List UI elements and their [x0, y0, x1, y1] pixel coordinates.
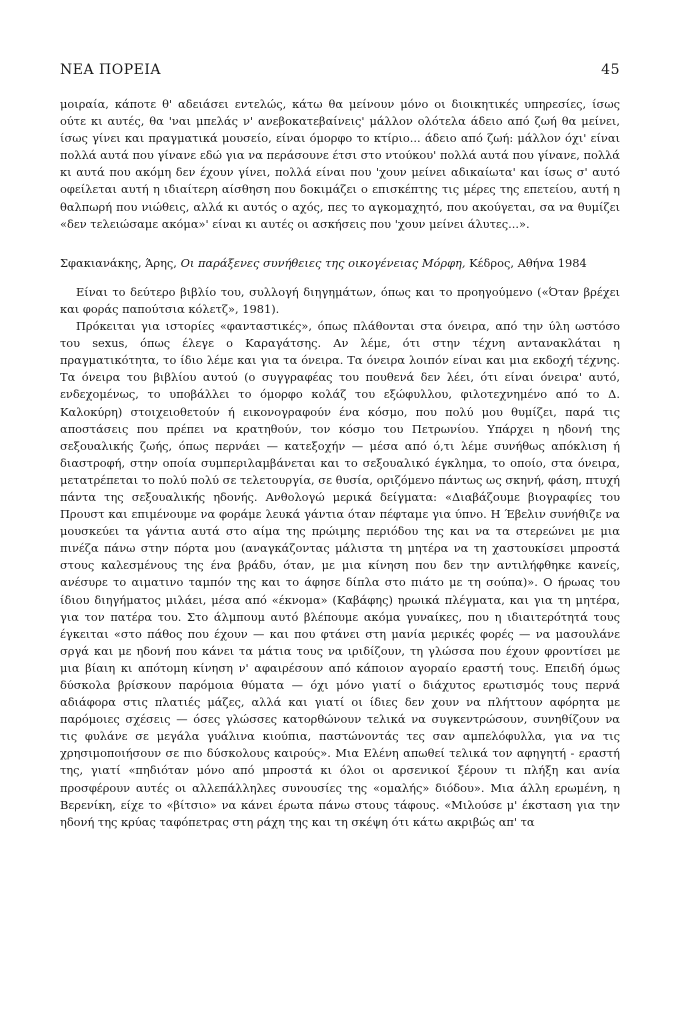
- review-place-year: Αθήνα 1984: [517, 255, 587, 270]
- article-body: [60, 96, 620, 831]
- review-author: Σφακιανάκης, Άρης,: [60, 255, 177, 270]
- review-paragraph-1: Είναι το δεύτερο βιβλίο του, συλλογή διηγημάτων, όπως και το προηγούμενο («Όταν βρέχει και φοράς παπούτσια κόλετζ», 1981).: [60, 284, 620, 316]
- running-header: [60, 62, 620, 78]
- journal-title: ΝΕΑ ΠΟΡΕΙΑ: [60, 62, 161, 78]
- review-book-title: Οι παράξενες συνήθειες της οικογένειας Μόρφη,: [180, 255, 466, 270]
- intro-paragraph: μοιραία, κάποτε θ' αδειάσει εντελώς, κάτω θα μείνουν μόνο οι διοικητικές υπηρεσίες, ίσως ούτε κι αυτές, θα 'ναι μπελάς ν' ανεβοκατεβαίνεις' μάλλον ολότελα άδειο από ζωή θα μείνει, ίσως γίνει και πραγματικά μουσείο, είναι όμορφο το κτίριο... άδειο από ζωή: μάλλον όχι' είναι πολλά αυτά που γίνανε εδώ για να περάσουνε έτσι στο ντούκου' πολλά αυτά που γίνανε, πολλά κι αυτά που ακόμη δεν έχουν γίνει, πολλά είναι που 'χουν μείνει αδικαίωτα' και ίσως σ' αυτό οφείλεται αυτή η ιδιαίτερη αίσθηση που δοκιμάζει ο επισκέπτης τις μέρες της επετείου, αυτή η θαλπωρή που νιώθεις, αλλά κι αυτός ο αχός, πες το αγκομαχητό, που ακούγεται, σα να θυμίζει «δεν τελειώσαμε ακόμα»' είναι κι αυτές οι ασκήσεις που 'χουν μείνει άλυτες...».: [60, 97, 620, 231]
- review-paragraph-2: Πρόκειται για ιστορίες «φανταστικές», όπως πλάθονται στα όνειρα, από την ύλη ωστόσο του sexus, όπως έλεγε ο Καραγάτσης. Αν λέμε, ότι στην τέχνη αντανακλάται η πραγματικότητα, το ίδιο λέμε και για τα όνειρα. Τα όνειρα λοιπόν είναι και μια εκδοχή τέχνης. Τα όνειρα του βιβλίου αυτού (ο συγγραφέας του πουθενά δεν λέει, ότι είναι όνειρα' αυτό, ενδεχομένως, το υποβάλλει το όμορφο κολάζ του εξώφυλλου, φιλοτεχνημένο από το Δ. Καλοκύρη) στοιχειοθετούν ή εικονογραφούν ένα κόσμο, που πολύ μου θυμίζει, παρά τις αποστάσεις που πρέπει να κρατηθούν, τον κόσμο του Πετρωνίου. Υπάρχει η ηδονή της σεξουαλικής ζωής, όπως περνάει — κατεξοχήν — μέσα από ό,τι λέμε συνήθως απόκλιση ή διαστροφή, στην οποία συμπεριλαμβάνεται και το σεξουαλικό έγκλημα, το οποίο, στα όνειρα, μετατρέπεται το πολύ πολύ σε τελετουργία, σε θυσία, οριζόμενο πάντως ως σκηνή, φάση, πτυχή πάντα της σεξουαλικής ηδονής. Ανθολογώ μερικά δείγματα: «Διαβάζουμε βιογραφίες του Προυστ και επιμένουμε να φοράμε λευκά γάντια όταν πέφταμε για ύπνο. Η Έβελιν συνήθιζε να μουσκεύει τα γάντια αυτά στο αίμα της πρώιμης περιόδου της και να τα στερεώνει με μια πινέζα πάνω στην πόρτα μου (αναγκάζοντας μάλιστα τη μητέρα να τη χαστουκίσει μπροστά στους καλεσμένους της ένα βράδυ, όταν, με μια κίνηση που δεν την αντιλήφθηκε κανείς, ανέσυρε το αιματινο ταμπόν της και το άφησε δίπλα στο πιάτο με τη σούπα)». Ο ήρωας του ίδιου διηγήματος μιλάει, μέσα από «έκνομα» (Καβάφης) ηρωικά πλέγματα, και για τη μητέρα, για τον πατέρα του. Στο άλμπουμ αυτό βλέπουμε ακόμα γυναίκες, που η ιδιαιτερότητά τους έγκειται «στο πάθος που έχουν — και που φτάνει στη μανία μερικές φορές — να μασουλάνε σργά και με ηδονή που κάνει τα μάτια τους να ιριδίζουν, τη γλώσσα που έχουν φροντίσει με μια βίαιη κι απότομη κίνηση ν' αφαιρέσουν από κάποιον αγοραίο εραστή τους. Επειδή όμως δύσκολα βρίσκουν παρόμοια θύματα — όχι μόνο γιατί ο διάχυτος ερωτισμός τους περνά αδιάφορα στις πλατιές μάζες, αλλά και γιατί οι ίδιες δεν χουν να πλήττουν αφόρητα με παρόμοιες σχέσεις — όσες γλώσσες κατορθώνουν τελικά να συγκεντρώσουν, συνηθίζουν να τις φυλάνε σε μεγάλα γυάλινα κιούπια, παστώνοντάς τες σαν αμπελόφυλλα, για να τις χρησιμοποιήσουν σε πιο δύσκολους καιρούς». Μια Ελένη απωθεί τελικά τον αφηγητή - εραστή της, γιατί «πηδιόταν μόνο από μπροστά κι όλοι οι αρσενικοί ξέρουν τι πλήξη και ανία προσφέρουν αυτές οι αλλεπάλληλες συνουσίες της «ομαλής» διόδου». Μια άλλη ερωμένη, η Βερενίκη, είχε το «βίτσιο» να κάνει έρωτα πάνω στους τάφους. «Μιλούσε μ' έκσταση για την ηδονή της κρύας ταφόπετρας στη ράχη της και τη σκέψη ότι κάτω ακριβώς απ' τα: [60, 319, 620, 829]
- review-heading: [60, 255, 620, 272]
- review-publisher: Κέδρος,: [469, 255, 514, 270]
- page-number: 45: [601, 62, 620, 78]
